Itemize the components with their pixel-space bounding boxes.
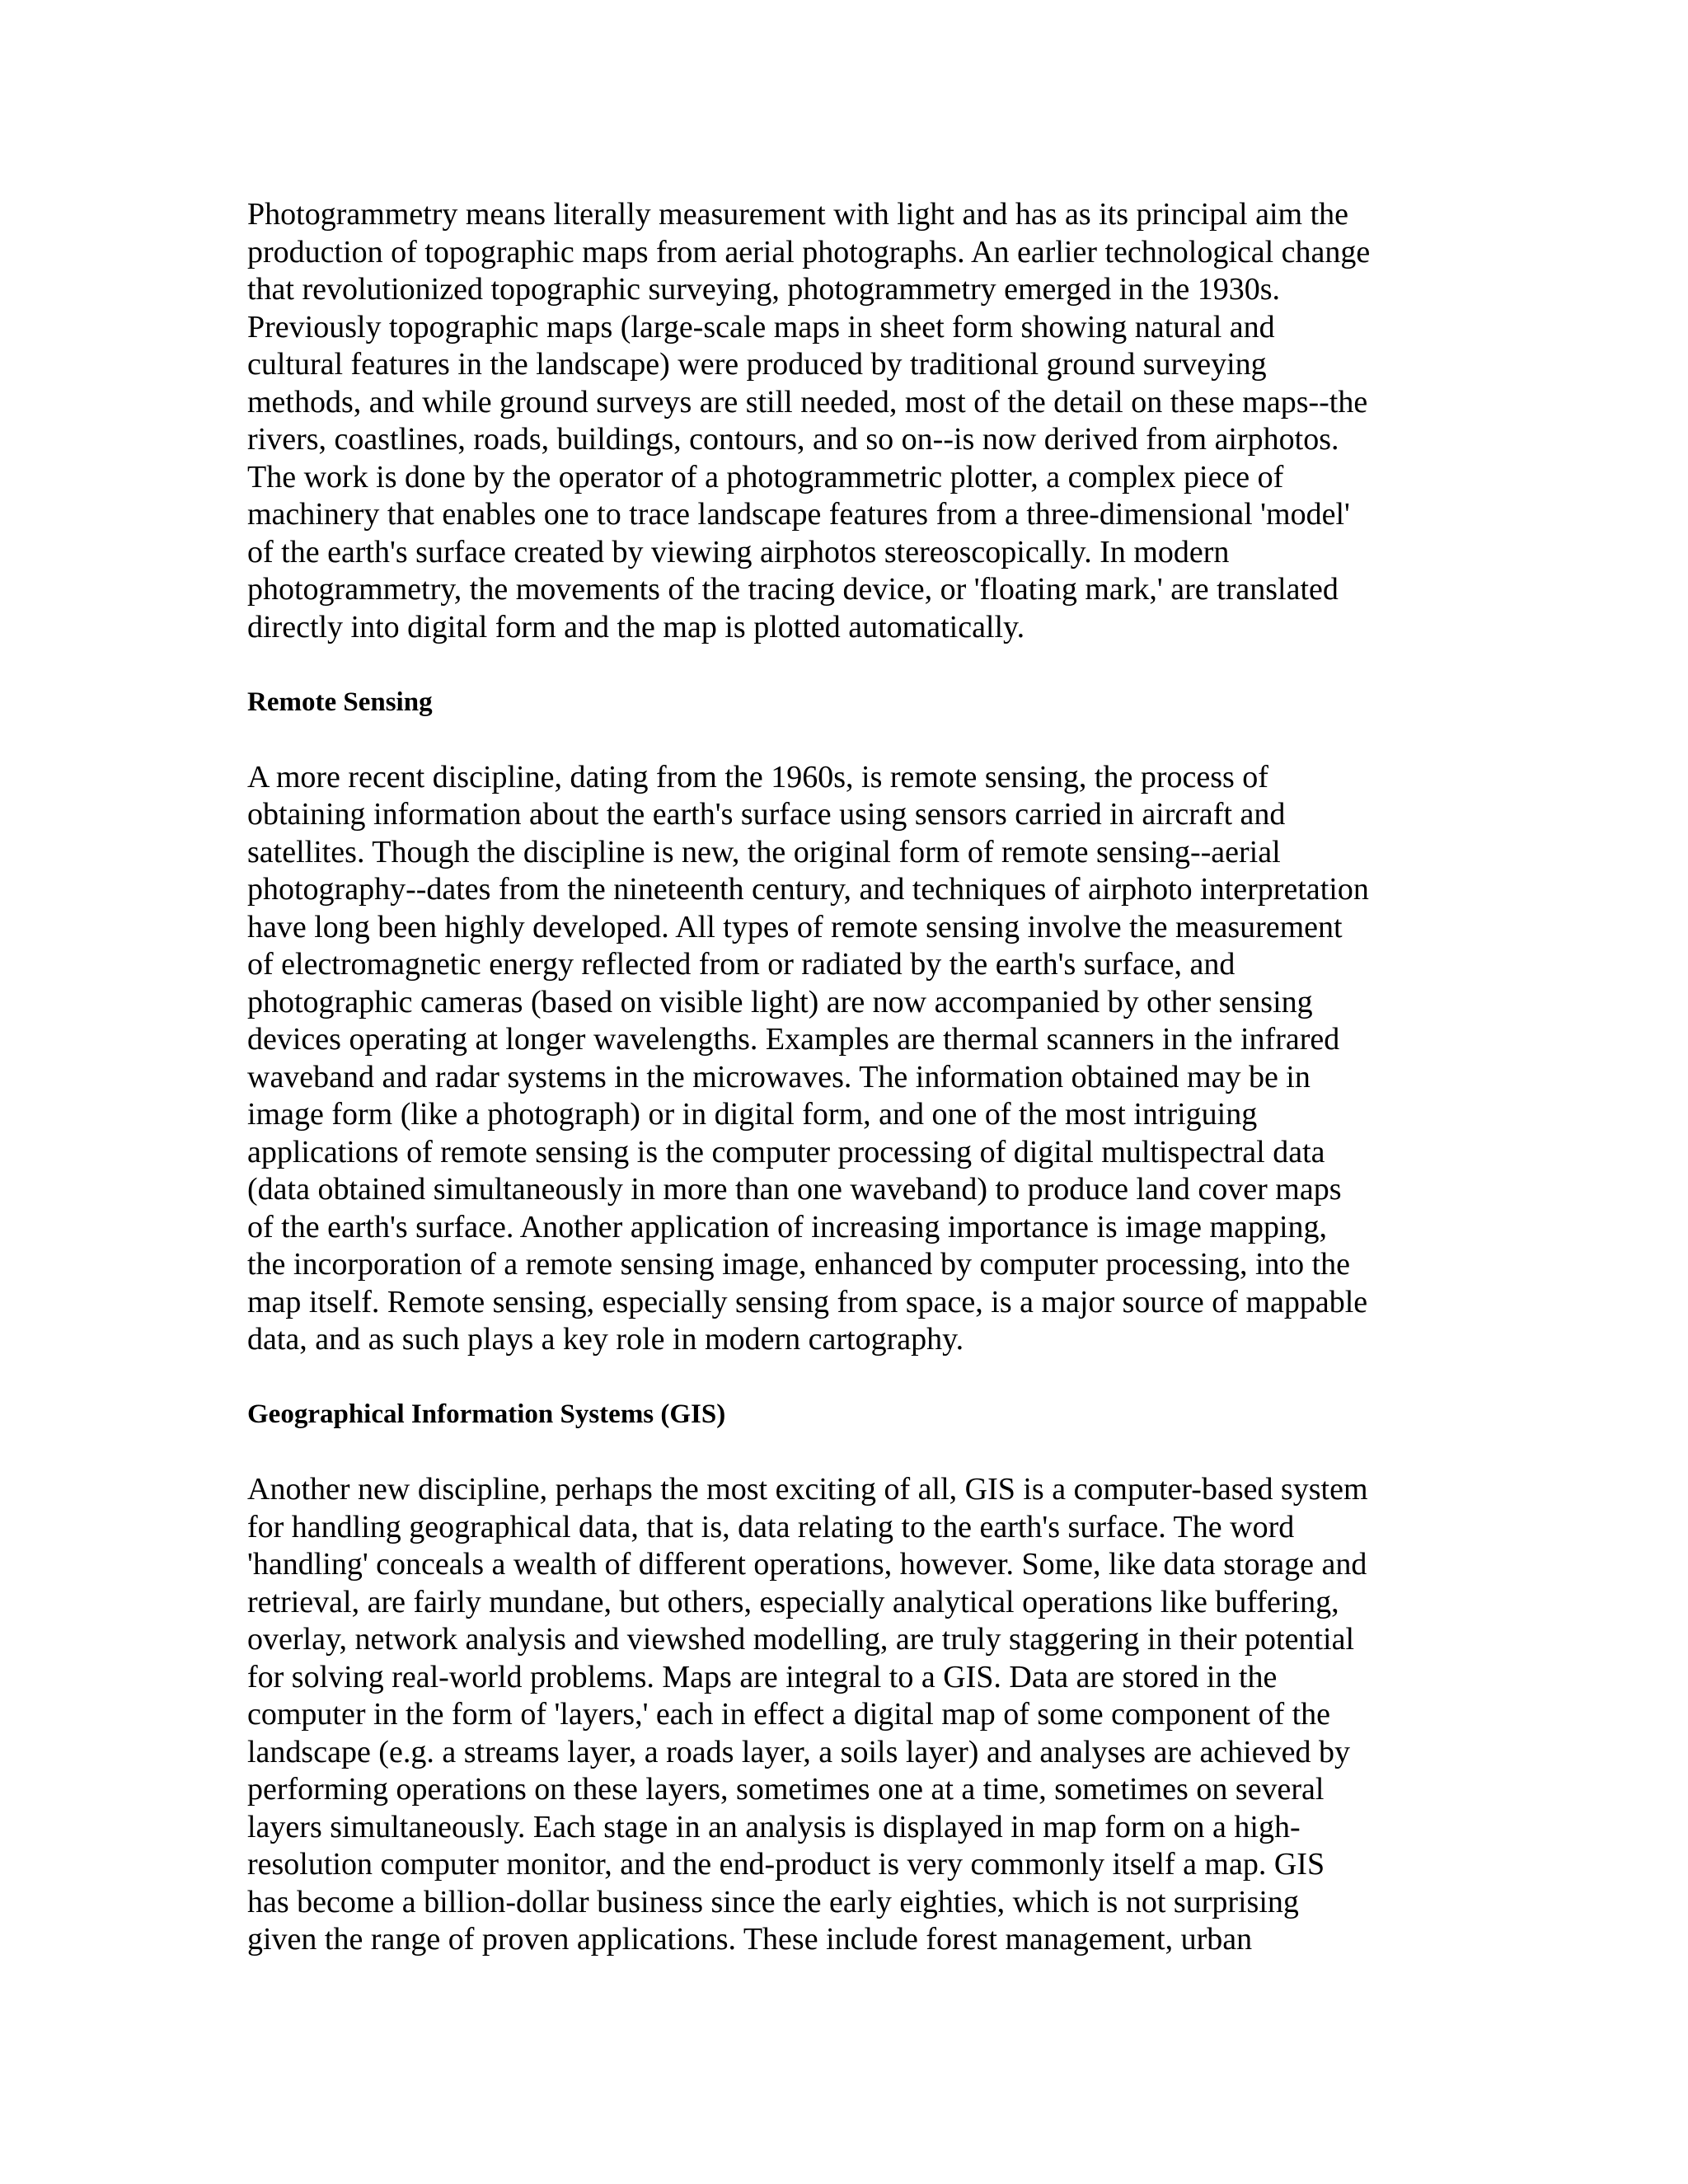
text-line: for handling geographical data, that is, data relating to the earth's surface. The word — [247, 1509, 1295, 1544]
document-body — [247, 196, 1434, 1959]
text-line: computer in the form of 'layers,' each in effect a digital map of some component of the — [247, 1697, 1331, 1732]
text-line: Previously topographic maps (large-scale maps in sheet form showing natural and — [247, 309, 1275, 344]
text-line: resolution computer monitor, and the end-product is very commonly itself a map. GIS — [247, 1847, 1325, 1882]
text-line: photography--dates from the nineteenth century, and techniques of airphoto interpretation — [247, 872, 1369, 907]
text-line: production of topographic maps from aerial photographs. An earlier technological change — [247, 234, 1371, 269]
text-line: A more recent discipline, dating from the 1960s, is remote sensing, the process of — [247, 759, 1268, 794]
paragraph-spacer — [247, 1434, 1434, 1472]
text-line: (data obtained simultaneously in more than one waveband) to produce land cover maps — [247, 1172, 1342, 1207]
text-line: for solving real-world problems. Maps are integral to a GIS. Data are stored in the — [247, 1659, 1278, 1694]
text-line: photographic cameras (based on visible light) are now accompanied by other sensing — [247, 984, 1313, 1019]
text-line: obtaining information about the earth's surface using sensors carried in aircraft and — [247, 797, 1286, 832]
text-line: overlay, network analysis and viewshed modelling, are truly staggering in their potential — [247, 1622, 1355, 1657]
gis-heading: Geographical Information Systems (GIS) — [247, 1399, 726, 1429]
text-line: that revolutionized topographic surveying, photogrammetry emerged in the 1930s. — [247, 272, 1280, 307]
remote-sensing-paragraph — [247, 759, 1434, 1359]
text-line: have long been highly developed. All types of remote sensing involve the measurement — [247, 909, 1343, 944]
text-line: rivers, coastlines, roads, buildings, contours, and so on--is now derived from airphotos. — [247, 422, 1339, 457]
text-line: The work is done by the operator of a photogrammetric plotter, a complex piece of — [247, 459, 1284, 494]
text-line: devices operating at longer wavelengths. Examples are thermal scanners in the infrared — [247, 1022, 1340, 1057]
text-line: of the earth's surface created by viewing airphotos stereoscopically. In modern — [247, 534, 1230, 569]
text-line: map itself. Remote sensing, especially sensing from space, is a major source of mappable — [247, 1284, 1368, 1319]
text-line: data, and as such plays a key role in modern cartography. — [247, 1322, 964, 1357]
text-line: of the earth's surface. Another application of increasing importance is image mapping, — [247, 1209, 1328, 1244]
text-line: waveband and radar systems in the microwaves. The information obtained may be in — [247, 1059, 1311, 1094]
text-line: the incorporation of a remote sensing image, enhanced by computer processing, into the — [247, 1247, 1351, 1282]
text-line: photogrammetry, the movements of the tracing device, or 'floating mark,' are translated — [247, 572, 1339, 607]
paragraph-spacer — [247, 721, 1434, 759]
text-line: applications of remote sensing is the computer processing of digital multispectral data — [247, 1134, 1325, 1169]
text-line: Photogrammetry means literally measurement with light and has as its principal aim the — [247, 197, 1349, 232]
text-line: has become a billion-dollar business since the early eighties, which is not surprising — [247, 1884, 1299, 1919]
text-line: cultural features in the landscape) were produced by traditional ground surveying — [247, 347, 1267, 382]
text-line: performing operations on these layers, sometimes one at a time, sometimes on several — [247, 1772, 1325, 1807]
text-line: machinery that enables one to trace landscape features from a three-dimensional 'model' — [247, 497, 1350, 532]
remote-sensing-heading: Remote Sensing — [247, 687, 433, 717]
text-line: directly into digital form and the map is plotted automatically. — [247, 609, 1025, 644]
text-line: image form (like a photograph) or in digital form, and one of the most intriguing — [247, 1097, 1258, 1132]
text-line: landscape (e.g. a streams layer, a roads layer, a soils layer) and analyses are achieved by — [247, 1734, 1350, 1769]
text-line: given the range of proven applications. These include forest management, urban — [247, 1922, 1253, 1957]
photogrammetry-paragraph — [247, 196, 1434, 646]
text-line: satellites. Though the discipline is new, the original form of remote sensing--aerial — [247, 834, 1281, 869]
gis-paragraph — [247, 1471, 1434, 1959]
paragraph-spacer — [247, 646, 1434, 684]
paragraph-spacer — [247, 1359, 1434, 1397]
text-line: methods, and while ground surveys are still needed, most of the detail on these maps--the — [247, 384, 1368, 419]
text-line: of electromagnetic energy reflected from or radiated by the earth's surface, and — [247, 947, 1236, 982]
text-line: retrieval, are fairly mundane, but others, especially analytical operations like buffering, — [247, 1584, 1339, 1619]
text-line: layers simultaneously. Each stage in an analysis is displayed in map form on a high- — [247, 1809, 1301, 1844]
text-line: 'handling' conceals a wealth of different operations, however. Some, like data storage and — [247, 1547, 1367, 1582]
text-line: Another new discipline, perhaps the most exciting of all, GIS is a computer-based system — [247, 1472, 1368, 1507]
